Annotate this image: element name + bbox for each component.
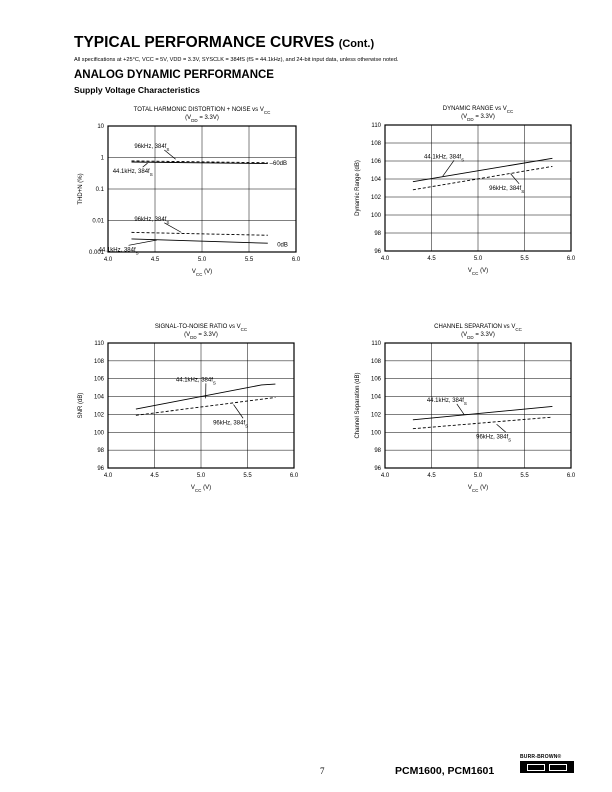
y-tick-label: 106 (370, 376, 381, 383)
y-axis-label: Dynamic Range (dB) (355, 160, 361, 216)
annotation-leader (234, 405, 244, 419)
y-tick-label: 100 (370, 430, 381, 437)
y-tick-label: 96 (374, 249, 381, 255)
annotation-label: 96kHz, $384f_S$ (213, 420, 249, 428)
annotation-label: 96kHz, $384f_S$ (476, 434, 512, 443)
y-tick-label: 102 (370, 195, 381, 201)
annotation-label: 96kHz, $384f_S$ (489, 185, 525, 194)
subsection-heading: Supply Voltage Characteristics (74, 85, 200, 95)
annotation-label: –60dB (269, 161, 288, 168)
x-tick-label: 5.5 (520, 256, 529, 262)
logo-text: BURR-BROWN® (520, 754, 562, 760)
x-tick-label: 4.0 (103, 257, 113, 263)
y-tick-label: 108 (93, 358, 104, 365)
annotation-leader (129, 240, 157, 245)
annotation-leader (143, 163, 148, 167)
y-tick-label: 104 (93, 394, 104, 401)
page-title: TYPICAL PERFORMANCE CURVES (Cont.) (74, 34, 375, 51)
x-tick-label: 5.5 (243, 473, 252, 479)
annotation-leader (511, 174, 520, 184)
annotation-label: 44.1kHz, $384f_S$ (424, 154, 465, 162)
series-line (132, 232, 268, 235)
part-numbers: PCM1600, PCM1601 (395, 765, 495, 777)
series-line (413, 406, 553, 419)
annotation-label: 44.1kHz, $384f_S$ (175, 377, 216, 385)
y-tick-label: 104 (370, 177, 381, 183)
burr-brown-logo (520, 754, 580, 776)
annotation-label: 44.1kHz, $384f_S$ (98, 247, 139, 255)
thdn-vs-vcc-chart (30, 98, 330, 288)
annotation-label: 96kHz, $384f_S$ (134, 216, 170, 225)
x-tick-label: 4.0 (380, 473, 390, 479)
x-tick-label: 5.0 (196, 473, 206, 479)
x-tick-label: 5.5 (244, 257, 254, 263)
dynamic-range-vs-vcc-chart (310, 98, 610, 288)
x-axis-label: $V_{CC}$ (V) (190, 485, 212, 493)
x-tick-label: 4.5 (427, 473, 436, 479)
y-tick-label: 96 (97, 466, 104, 472)
x-tick-label: 6.0 (566, 256, 576, 262)
y-tick-label: 106 (93, 376, 104, 383)
y-tick-label: 100 (370, 213, 381, 219)
y-tick-label: 0.01 (92, 218, 104, 225)
x-axis-label: $V_{CC}$ (V) (467, 268, 489, 276)
section-heading: ANALOG DYNAMIC PERFORMANCE (74, 69, 274, 81)
y-tick-label: 110 (371, 341, 381, 347)
annotation-leader (164, 150, 175, 159)
channel-separation-vs-vcc-chart (310, 315, 610, 500)
annotation-label: 44.1kHz, $384f_S$ (112, 169, 153, 177)
chart-title: SIGNAL-TO-NOISE RATIO vs $V_{CC}$ (154, 324, 248, 332)
y-tick-label: 106 (370, 159, 381, 165)
x-tick-label: 4.0 (380, 256, 390, 262)
y-axis-label: SNR (dB) (78, 392, 84, 419)
x-tick-label: 6.0 (291, 257, 301, 263)
chart-subtitle: $(V_{DD} = 3.3V)$ (461, 332, 495, 340)
chart-title: CHANNEL SEPARATION vs $V_{CC}$ (434, 324, 522, 332)
annotation-leader (443, 160, 454, 176)
x-tick-label: 5.0 (197, 257, 207, 263)
y-tick-label: 104 (370, 394, 381, 401)
y-axis-label: THD+N (%) (78, 173, 84, 205)
x-tick-label: 4.5 (427, 256, 436, 262)
annotation-leader (164, 223, 181, 233)
y-tick-label: 96 (374, 466, 381, 472)
chart-subtitle: $(V_{DD} = 3.3V)$ (185, 115, 219, 123)
y-tick-label: 98 (97, 448, 104, 455)
x-tick-label: 5.0 (473, 256, 483, 262)
annotation-label: 0dB (277, 242, 288, 249)
snr-vs-vcc-chart (30, 315, 330, 500)
y-tick-label: 10 (97, 124, 104, 130)
page-number: 7 (320, 766, 325, 776)
y-tick-label: 102 (370, 412, 381, 419)
y-tick-label: 98 (374, 448, 381, 455)
series-line (136, 397, 276, 415)
y-tick-label: 1 (100, 155, 104, 162)
specs-note: All specifications at +25°C, VCC = 5V, VDD = 3.3V, SYSCLK = 384fS (fS = 44.1kHz), and 24-bit input data, unless otherwise noted. (74, 57, 399, 63)
annotation-label: 96kHz, $384f_S$ (134, 144, 170, 152)
x-tick-label: 6.0 (289, 473, 299, 479)
logo-mark (520, 761, 574, 773)
chart-subtitle: $(V_{DD} = 3.3V)$ (461, 114, 495, 122)
y-axis-label: Channel Separation (dB) (355, 372, 361, 439)
x-tick-label: 4.0 (103, 473, 113, 479)
y-tick-label: 100 (93, 430, 104, 437)
x-tick-label: 5.5 (520, 473, 529, 479)
x-axis-label: $V_{CC}$ (V) (467, 485, 489, 493)
x-axis-label: $V_{CC}$ (V) (191, 269, 213, 277)
annotation-label: 44.1kHz, $384f_S$ (426, 397, 467, 406)
y-tick-label: 98 (374, 231, 381, 237)
x-tick-label: 4.5 (150, 473, 159, 479)
y-tick-label: 110 (94, 341, 104, 347)
y-tick-label: 0.001 (88, 250, 104, 256)
y-tick-label: 0.1 (95, 187, 104, 193)
y-tick-label: 108 (370, 141, 381, 147)
x-tick-label: 6.0 (566, 473, 576, 479)
chart-title: DYNAMIC RANGE vs $V_{CC}$ (442, 106, 514, 114)
y-tick-label: 102 (93, 412, 104, 419)
x-tick-label: 5.0 (473, 473, 483, 479)
x-tick-label: 4.5 (150, 257, 160, 263)
annotation-leader (457, 404, 464, 415)
chart-title: TOTAL HARMONIC DISTORTION + NOISE vs $V_{CC}$ (133, 107, 271, 115)
y-tick-label: 110 (371, 123, 381, 129)
chart-subtitle: $(V_{DD} = 3.3V)$ (184, 332, 218, 340)
series-line (413, 417, 553, 429)
y-tick-label: 108 (370, 358, 381, 365)
annotation-leader (497, 424, 507, 432)
